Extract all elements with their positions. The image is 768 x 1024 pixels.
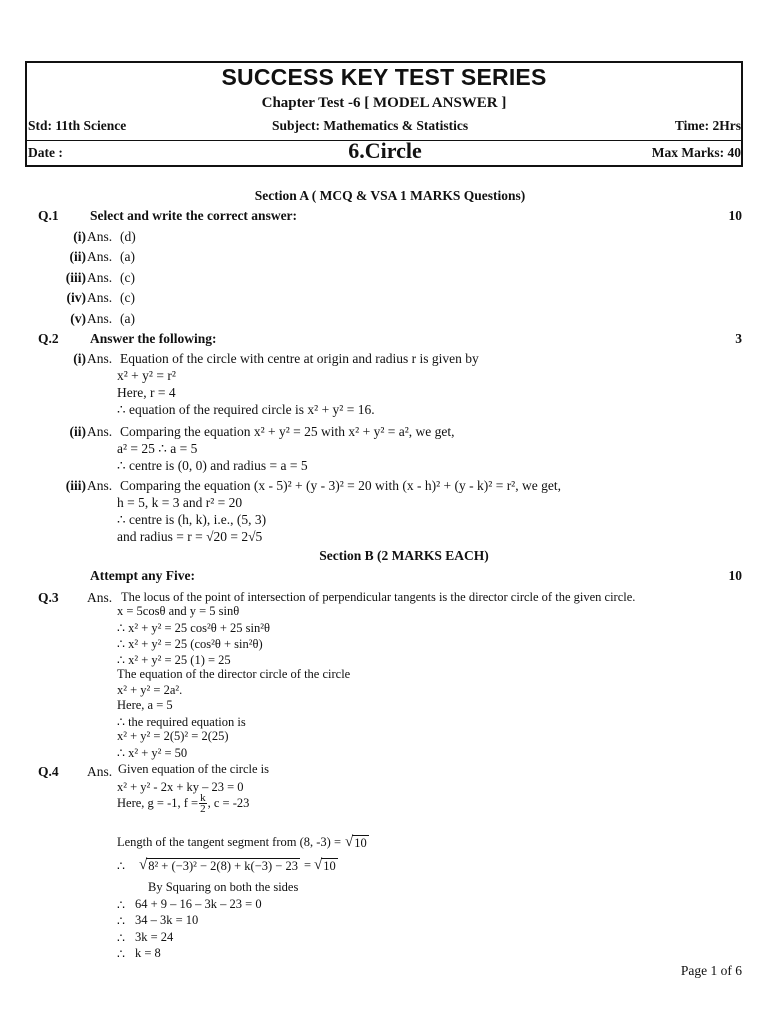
q2-iii-line: and radius = r = √20 = 2√5: [117, 529, 263, 544]
max-marks-label: Max Marks: 40: [651, 145, 741, 160]
q4-step: 64 + 9 – 16 – 3k – 23 = 0: [135, 897, 262, 911]
q4-sqrt-value: 10: [354, 835, 367, 850]
q1-number: Q.1: [38, 208, 59, 223]
section-b-instruction: Attempt any Five:: [90, 568, 195, 583]
q2-i-ans-word: Ans.: [87, 351, 113, 366]
q2-i-line: Here, r = 4: [117, 385, 176, 400]
q1-text: Select and write the correct answer:: [90, 208, 298, 223]
q1-ans-word: Ans.: [87, 311, 113, 326]
q4-constants-suffix: , c = -23: [207, 796, 250, 810]
section-a-title: Section A ( MCQ & VSA 1 MARKS Questions): [254, 188, 526, 203]
section-b-marks: 10: [728, 568, 742, 583]
q2-ii-line: Comparing the equation x² + y² = 25 with x² + y² = a², we get,: [120, 424, 455, 439]
q4-step: 34 – 3k = 10: [135, 913, 199, 927]
q4-tangent-text: Length of the tangent segment from (8, -3) =: [117, 835, 341, 849]
q2-iii-label: (iii): [65, 478, 86, 493]
q2-iii-line: h = 5, k = 3 and r² = 20: [117, 495, 243, 510]
page-number: Page 1 of 6: [680, 963, 742, 978]
q3-line: The locus of the point of intersection of perpendicular tangents is the director circle of the given circle.: [121, 590, 636, 604]
therefore-symbol: ∴: [117, 931, 125, 945]
section-b-title: Section B (2 MARKS EACH): [319, 548, 489, 563]
therefore-symbol: ∴: [117, 898, 125, 912]
q4-line-substitution: [117, 857, 338, 874]
q1-ans-word: Ans.: [87, 290, 113, 305]
series-title: SUCCESS KEY TEST SERIES: [221, 64, 547, 90]
q3-line: ∴ x² + y² = 50: [117, 746, 188, 760]
q3-line: x = 5cosθ and y = 5 sinθ: [117, 604, 240, 618]
q4-substitution-expression: 8² + (−3)² − 2(8) + k(−3) − 23: [148, 858, 298, 873]
therefore-symbol: ∴: [117, 947, 125, 961]
q4-line: x² + y² - 2x + ky – 23 = 0: [117, 780, 244, 794]
q1-answer-value: (c): [120, 270, 135, 285]
q4-step: 3k = 24: [135, 930, 174, 944]
q4-constants-prefix: Here, g = -1, f =: [117, 796, 199, 810]
q3-line: x² + y² = 2(5)² = 2(25): [117, 729, 229, 743]
q2-ii-ans-word: Ans.: [87, 424, 113, 439]
q4-sqrt-value: 10: [323, 858, 336, 873]
date-label: Date :: [28, 145, 63, 160]
q4-squaring-note: By Squaring on both the sides: [148, 880, 299, 894]
q2-iii-ans-word: Ans.: [87, 478, 113, 493]
q2-number: Q.2: [38, 331, 59, 346]
q1-answer-label: (i): [73, 229, 86, 244]
q2-iii-line: ∴ centre is (h, k), i.e., (5, 3): [117, 512, 267, 527]
q3-line: ∴ the required equation is: [117, 715, 246, 729]
q4-equals: =: [303, 858, 312, 872]
radical-icon: √: [345, 834, 354, 850]
q4-line-constants: [117, 793, 249, 814]
q4-step: k = 8: [135, 946, 161, 960]
q1-ans-word: Ans.: [87, 270, 113, 285]
q3-ans-word: Ans.: [87, 590, 113, 605]
q1-answer-value: (c): [120, 290, 135, 305]
q1-answer-value: (a): [120, 249, 135, 264]
q2-ii-line: a² = 25 ∴ a = 5: [117, 441, 198, 456]
time-label: Time: 2Hrs: [674, 118, 741, 133]
q4-fraction-numerator: k: [200, 792, 206, 804]
q2-ii-line: ∴ centre is (0, 0) and radius = a = 5: [117, 458, 308, 473]
q2-i-line: Equation of the circle with centre at origin and radius r is given by: [120, 351, 479, 366]
q1-ans-word: Ans.: [87, 249, 113, 264]
q3-line: ∴ x² + y² = 25 cos²θ + 25 sin²θ: [117, 621, 270, 635]
q4-line-tangent: [117, 834, 369, 851]
std-label: Std: 11th Science: [28, 118, 127, 133]
q3-number: Q.3: [38, 590, 59, 605]
q2-i-line: ∴ equation of the required circle is x² + y² = 16.: [117, 402, 375, 417]
subject-label: Subject: Mathematics & Statistics: [272, 118, 469, 133]
q4-ans-word: Ans.: [87, 764, 113, 779]
therefore-symbol: ∴: [117, 858, 125, 873]
q1-marks: 10: [728, 208, 742, 223]
q1-answer-value: (a): [120, 311, 135, 326]
q1-answer-label: (ii): [69, 249, 86, 264]
chapter-title: Chapter Test -6 [ MODEL ANSWER ]: [261, 95, 507, 111]
therefore-symbol: ∴: [117, 914, 125, 928]
q3-line: ∴ x² + y² = 25 (cos²θ + sin²θ): [117, 637, 263, 651]
q3-line: The equation of the director circle of the circle: [117, 667, 351, 681]
q2-text: Answer the following:: [90, 331, 217, 346]
q4-number: Q.4: [38, 764, 59, 779]
q2-iii-line: Comparing the equation (x - 5)² + (y - 3)² = 20 with (x - h)² + (y - k)² = r², we get,: [120, 478, 561, 493]
q4-line: Given equation of the circle is: [118, 762, 269, 776]
q1-answer-label: (iii): [65, 270, 86, 285]
radical-icon: √: [314, 857, 323, 873]
radical-icon: √: [138, 857, 148, 873]
q2-i-line: x² + y² = r²: [117, 368, 176, 383]
q2-i-label: (i): [73, 351, 86, 366]
q2-marks: 3: [735, 331, 742, 346]
q1-answer-label: (v): [70, 311, 86, 326]
q4-fraction-denominator: 2: [200, 803, 206, 815]
topic-title: 6.Circle: [348, 138, 422, 163]
q1-answer-label: (iv): [66, 290, 86, 305]
q1-ans-word: Ans.: [87, 229, 113, 244]
q3-line: ∴ x² + y² = 25 (1) = 25: [117, 653, 231, 667]
q2-ii-label: (ii): [69, 424, 86, 439]
q1-answer-value: (d): [120, 229, 136, 244]
q3-line: x² + y² = 2a².: [117, 683, 183, 697]
q4-fraction: [199, 793, 207, 814]
q3-line: Here, a = 5: [117, 698, 173, 712]
